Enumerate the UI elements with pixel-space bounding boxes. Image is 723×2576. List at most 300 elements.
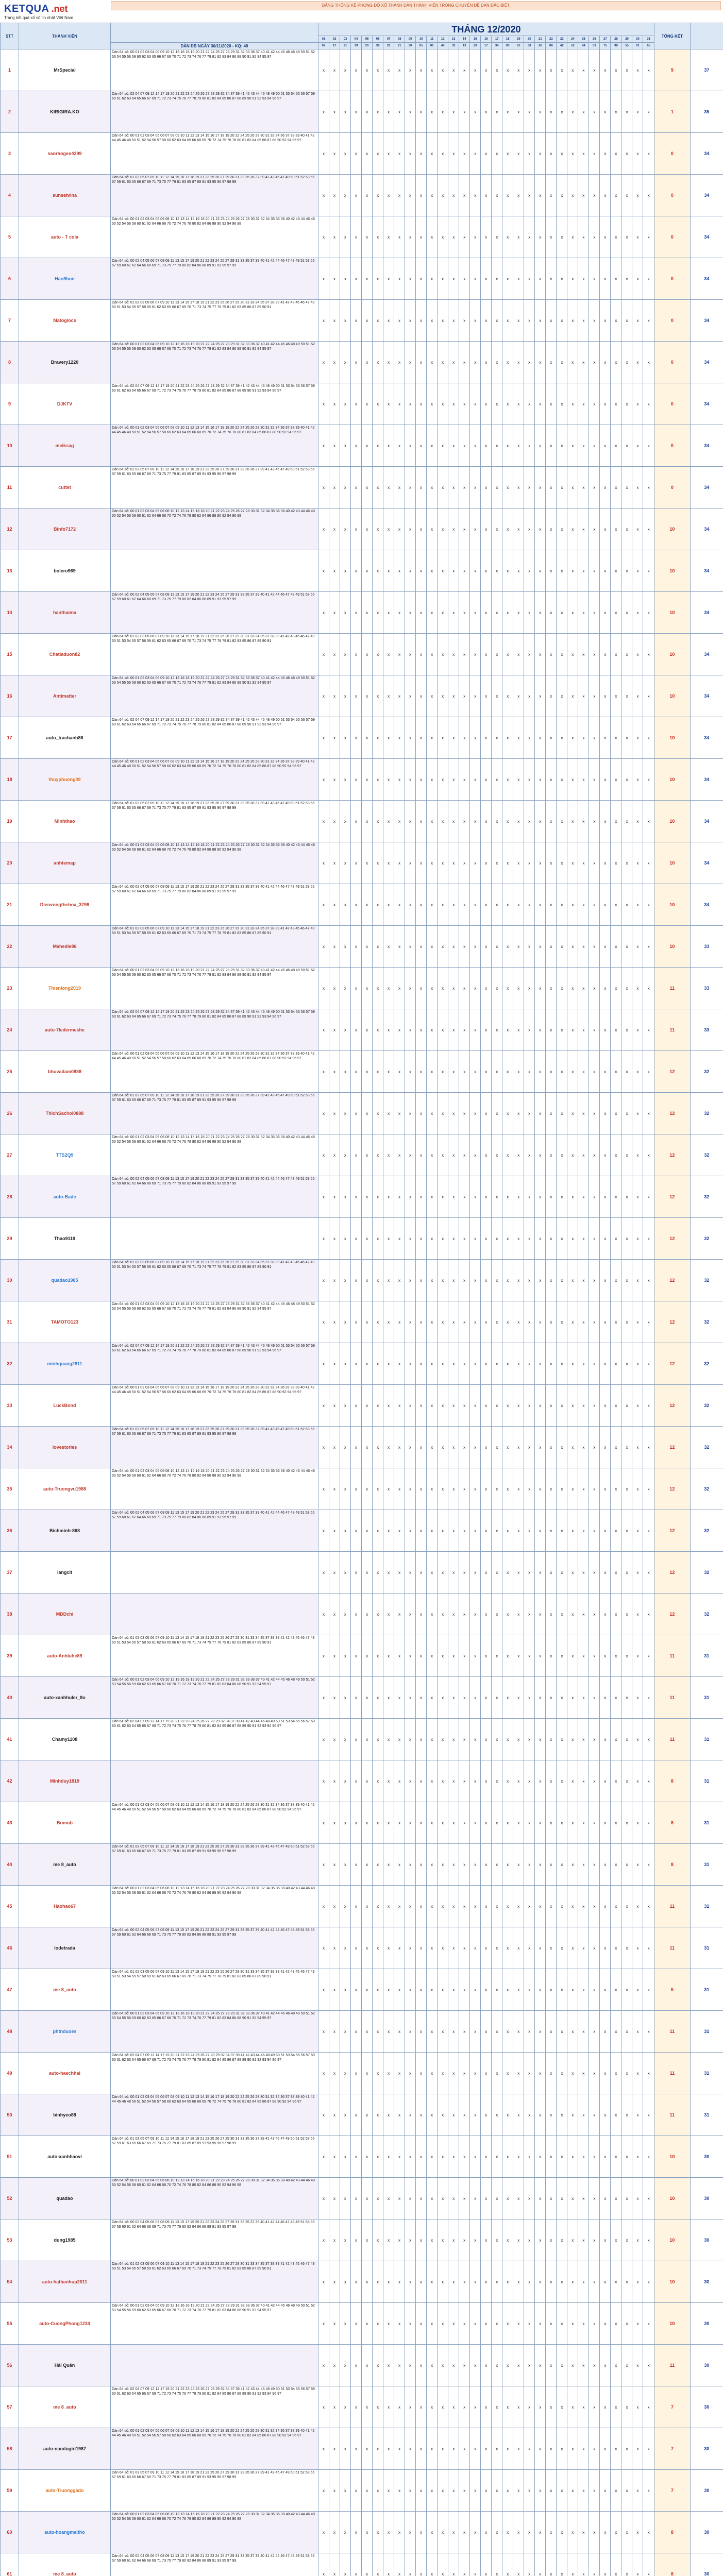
day-mark: x <box>470 258 481 300</box>
day-mark: x <box>362 1844 373 1886</box>
day-mark: x <box>416 1552 427 1594</box>
day-header: 08 <box>394 36 405 43</box>
day-mark: x <box>481 2345 492 2386</box>
day-mark: x <box>481 1760 492 1802</box>
day-mark: x <box>502 1093 513 1134</box>
day-mark: x <box>567 759 578 801</box>
member-name[interactable]: Minhduy1819 <box>19 1760 111 1802</box>
member-name[interactable]: Hải Quân <box>19 2345 111 2386</box>
day-mark: x <box>340 1552 351 1594</box>
day-mark: x <box>502 2011 513 2053</box>
dan-numbers: Dàn 64 số: 00 01 02 03 04 06 09 10 12 13 16 18 19 20 21 22 24 25 27 28 29 31 32 33 36 37 40 41 42 44 45 46 48 49 50 51 52 53 54 55 56 59 60 62 63 65 66 67 68 70 71 72 73 74 76 77 79 81 82 83 84 86 88 90 91 92 94 95 97 <box>111 675 318 717</box>
day-mark: x <box>394 342 405 383</box>
day-mark: x <box>611 592 621 634</box>
day-mark: x <box>643 2094 654 2136</box>
day-mark: x <box>459 1134 470 1176</box>
day-mark: x <box>621 1009 632 1051</box>
day-mark: x <box>589 2094 600 2136</box>
day-mark: x <box>427 2053 438 2094</box>
day-mark: x <box>470 801 481 842</box>
score-count: 30 <box>690 2428 723 2470</box>
day-mark: x <box>492 258 502 300</box>
day-mark: x <box>351 1260 362 1301</box>
total-count: 12 <box>654 1510 690 1552</box>
member-name[interactable]: sunsetvina <box>19 175 111 216</box>
day-mark: x <box>524 1343 535 1385</box>
day-mark: x <box>427 1093 438 1134</box>
day-mark: x <box>416 1260 427 1301</box>
member-name[interactable]: auto-hoangmaitho <box>19 2512 111 2553</box>
day-mark: x <box>459 2512 470 2553</box>
day-mark: x <box>567 1802 578 1844</box>
day-mark: x <box>567 1260 578 1301</box>
row-index: 12 <box>1 509 19 550</box>
day-mark: x <box>643 801 654 842</box>
member-name[interactable]: dung1985 <box>19 2219 111 2261</box>
day-mark: x <box>351 1134 362 1176</box>
day-mark: x <box>524 1635 535 1677</box>
day-mark: x <box>557 2470 567 2512</box>
day-header: 01 <box>318 36 329 43</box>
day-mark: x <box>405 1093 416 1134</box>
day-mark: x <box>351 842 362 884</box>
day-mark: x <box>557 801 567 842</box>
day-mark: x <box>546 1594 557 1635</box>
member-name[interactable]: me 8_auto <box>19 1969 111 2011</box>
member-name[interactable]: Hao9hon <box>19 258 111 300</box>
member-name[interactable]: auto-Truongvu1988 <box>19 1468 111 1510</box>
day-mark: x <box>329 1218 340 1260</box>
day-mark: x <box>470 1385 481 1427</box>
day-mark: x <box>600 592 611 634</box>
day-mark: x <box>438 342 448 383</box>
score-count: 34 <box>690 216 723 258</box>
day-mark: x <box>589 49 600 91</box>
day-mark: x <box>448 2261 459 2303</box>
row-index: 56 <box>1 2345 19 2386</box>
member-name[interactable]: bolero969 <box>19 550 111 592</box>
member-name[interactable]: Dienvongthehoa_3799 <box>19 884 111 926</box>
day-mark: x <box>481 1886 492 1927</box>
day-mark: x <box>394 2553 405 2576</box>
day-result: 03 <box>502 43 513 49</box>
day-mark: x <box>448 1802 459 1844</box>
day-mark: x <box>643 1969 654 2011</box>
member-name[interactable]: Thao9119 <box>19 1218 111 1260</box>
member-name[interactable]: Chatladuon82 <box>19 634 111 675</box>
day-mark: x <box>405 2303 416 2345</box>
member-name[interactable]: auto-7ledermeshe <box>19 1009 111 1051</box>
day-mark: x <box>557 1510 567 1552</box>
score-count: 34 <box>690 133 723 175</box>
day-mark: x <box>459 2136 470 2178</box>
day-mark: x <box>492 1677 502 1719</box>
day-mark: x <box>416 2428 427 2470</box>
member-name[interactable]: auto-CuongPhong1234 <box>19 2303 111 2345</box>
member-name[interactable]: anhtemap <box>19 842 111 884</box>
day-mark: x <box>567 1343 578 1385</box>
day-mark: x <box>535 1635 546 1677</box>
day-mark: x <box>438 926 448 968</box>
day-mark: x <box>383 1093 394 1134</box>
day-mark: x <box>362 2136 373 2178</box>
day-mark: x <box>492 1760 502 1802</box>
member-name[interactable]: Bomub <box>19 1802 111 1844</box>
day-mark: x <box>621 175 632 216</box>
member-name[interactable]: langcit <box>19 1552 111 1594</box>
day-mark: x <box>427 1927 438 1969</box>
member-name[interactable]: KIRIGIRA.KO <box>19 91 111 133</box>
member-name[interactable]: lodetrada <box>19 1927 111 1969</box>
day-mark: x <box>621 1886 632 1927</box>
member-name[interactable]: DJKTV <box>19 383 111 425</box>
day-mark: x <box>524 342 535 383</box>
day-mark: x <box>513 1927 524 1969</box>
member-name[interactable]: LuckBond <box>19 1385 111 1427</box>
day-mark: x <box>492 1552 502 1594</box>
day-mark: x <box>427 1969 438 2011</box>
member-name[interactable]: Thienlong2019 <box>19 968 111 1009</box>
member-name[interactable]: Bravery1220 <box>19 342 111 383</box>
day-mark: x <box>621 342 632 383</box>
member-name[interactable]: bhuvadam0888 <box>19 1051 111 1093</box>
day-mark: x <box>383 2136 394 2178</box>
day-mark: x <box>502 592 513 634</box>
dan-numbers: Dàn 64 số: 00 02 04 05 06 07 08 09 11 13 15 17 19 20 21 22 23 24 25 27 29 31 33 35 37 39 40 41 42 44 46 47 48 49 51 53 55 57 59 60 61 62 64 66 68 69 71 73 75 77 79 80 82 84 86 88 89 91 93 95 97 99 <box>111 2219 318 2261</box>
row-index: 9 <box>1 383 19 425</box>
day-mark: x <box>416 2512 427 2553</box>
member-name[interactable]: auto-nandugiri1987 <box>19 2428 111 2470</box>
day-mark: x <box>589 1468 600 1510</box>
member-name[interactable]: auto-xanhhaovi <box>19 2136 111 2178</box>
day-mark: x <box>643 1468 654 1510</box>
day-mark: x <box>438 1844 448 1886</box>
day-mark: x <box>513 1760 524 1802</box>
day-mark: x <box>600 1301 611 1343</box>
day-mark: x <box>340 1343 351 1385</box>
member-name[interactable]: Minhthao <box>19 801 111 842</box>
day-mark: x <box>438 509 448 550</box>
member-name[interactable]: MDDchi <box>19 1594 111 1635</box>
member-name[interactable]: Bichminh-868 <box>19 1510 111 1552</box>
member-name[interactable]: Haohao67 <box>19 1886 111 1927</box>
member-name[interactable]: auto-haechhai <box>19 2053 111 2094</box>
member-name[interactable]: Binfo7172 <box>19 509 111 550</box>
day-mark: x <box>351 216 362 258</box>
member-name[interactable]: auto-Bade <box>19 1176 111 1218</box>
day-mark: x <box>492 342 502 383</box>
logo[interactable] <box>0 0 111 23</box>
day-header: 17 <box>492 36 502 43</box>
day-mark: x <box>481 1093 492 1134</box>
day-mark: x <box>600 634 611 675</box>
day-mark: x <box>557 634 567 675</box>
day-mark: x <box>383 2512 394 2553</box>
member-name[interactable]: me 8_auto <box>19 1844 111 1886</box>
day-mark: x <box>621 592 632 634</box>
day-mark: x <box>567 1552 578 1594</box>
day-mark: x <box>427 1427 438 1468</box>
member-name[interactable]: Mahedie86 <box>19 926 111 968</box>
day-mark: x <box>383 1969 394 2011</box>
day-mark: x <box>459 2094 470 2136</box>
member-name[interactable]: minhquang2811 <box>19 1343 111 1385</box>
row-index: 14 <box>1 592 19 634</box>
score-count: 31 <box>690 2053 723 2094</box>
day-mark: x <box>557 1927 567 1969</box>
day-mark: x <box>502 258 513 300</box>
day-mark: x <box>405 884 416 926</box>
total-count: 12 <box>654 1051 690 1093</box>
day-mark: x <box>643 509 654 550</box>
table-row <box>1 2136 723 2178</box>
row-index: 15 <box>1 634 19 675</box>
member-name[interactable]: Matoglocs <box>19 300 111 342</box>
day-mark: x <box>416 467 427 509</box>
day-mark: x <box>470 592 481 634</box>
day-mark: x <box>632 1886 643 1927</box>
day-mark: x <box>459 592 470 634</box>
total-count: 10 <box>654 801 690 842</box>
member-name[interactable]: quadao <box>19 2178 111 2219</box>
member-name[interactable]: TTS2Q9 <box>19 1134 111 1176</box>
day-mark: x <box>589 1218 600 1260</box>
day-result: 38 <box>405 43 416 49</box>
member-name[interactable]: me 8_auto <box>19 2553 111 2576</box>
day-mark: x <box>611 2512 621 2553</box>
score-count: 32 <box>690 1552 723 1594</box>
day-mark: x <box>621 2553 632 2576</box>
day-mark: x <box>405 1760 416 1802</box>
day-mark: x <box>470 2011 481 2053</box>
day-mark: x <box>535 1343 546 1385</box>
day-mark: x <box>427 2136 438 2178</box>
day-mark: x <box>481 717 492 759</box>
member-name[interactable]: meiksag <box>19 425 111 467</box>
member-name[interactable]: MrSpecial <box>19 49 111 91</box>
member-name[interactable]: binhyeo88 <box>19 2094 111 2136</box>
day-mark: x <box>416 2053 427 2094</box>
day-mark: x <box>351 425 362 467</box>
day-mark: x <box>643 258 654 300</box>
day-mark: x <box>340 592 351 634</box>
member-name[interactable]: Antimatter <box>19 675 111 717</box>
day-mark: x <box>535 467 546 509</box>
row-index: 23 <box>1 968 19 1009</box>
day-mark: x <box>459 1009 470 1051</box>
day-mark: x <box>438 300 448 342</box>
day-mark: x <box>578 1927 589 1969</box>
day-mark: x <box>373 1927 383 1969</box>
day-mark: x <box>438 1218 448 1260</box>
day-mark: x <box>448 133 459 175</box>
score-count: 32 <box>690 1468 723 1510</box>
member-name[interactable]: TAMOTO123 <box>19 1301 111 1343</box>
day-header: 04 <box>351 36 362 43</box>
day-mark: x <box>524 1468 535 1510</box>
day-mark: x <box>621 509 632 550</box>
day-mark: x <box>340 300 351 342</box>
day-mark: x <box>632 550 643 592</box>
day-mark: x <box>524 1009 535 1051</box>
day-mark: x <box>427 342 438 383</box>
day-mark: x <box>481 1385 492 1427</box>
day-mark: x <box>557 2053 567 2094</box>
day-mark: x <box>459 2553 470 2576</box>
day-mark: x <box>643 2345 654 2386</box>
day-mark: x <box>481 425 492 467</box>
day-mark: x <box>611 467 621 509</box>
day-mark: x <box>513 1594 524 1635</box>
day-mark: x <box>394 1594 405 1635</box>
member-name[interactable]: Chamy1108 <box>19 1719 111 1760</box>
day-mark: x <box>513 2136 524 2178</box>
table-row <box>1 1510 723 1552</box>
day-mark: x <box>643 1844 654 1886</box>
day-mark: x <box>362 1760 373 1802</box>
day-mark: x <box>567 1594 578 1635</box>
day-mark: x <box>329 1969 340 2011</box>
day-mark: x <box>318 1301 329 1343</box>
day-mark: x <box>405 1260 416 1301</box>
member-name[interactable]: auto-xanhhuler_8o <box>19 1677 111 1719</box>
total-count: 11 <box>654 968 690 1009</box>
day-mark: x <box>600 717 611 759</box>
row-index: 6 <box>1 258 19 300</box>
day-mark: x <box>318 550 329 592</box>
day-mark: x <box>492 1969 502 2011</box>
day-mark: x <box>611 1468 621 1510</box>
day-mark: x <box>524 258 535 300</box>
day-mark: x <box>416 1677 427 1719</box>
day-mark: x <box>351 968 362 1009</box>
day-mark: x <box>557 1134 567 1176</box>
dan-numbers: Dàn 64 số: 00 01 02 03 04 06 09 10 12 13 16 18 19 20 21 22 24 25 27 28 29 31 32 33 36 37 40 41 42 44 45 46 48 49 50 51 52 53 54 55 56 59 60 62 63 65 66 67 68 70 71 72 73 74 76 77 79 81 82 83 84 86 88 90 91 92 94 95 97 <box>111 2011 318 2053</box>
day-mark: x <box>611 1218 621 1260</box>
total-count: 10 <box>654 634 690 675</box>
day-mark: x <box>405 759 416 801</box>
total-count: 10 <box>654 926 690 968</box>
member-name[interactable]: auto-hathanhup2011 <box>19 2261 111 2303</box>
day-mark: x <box>643 884 654 926</box>
day-mark: x <box>340 467 351 509</box>
day-mark: x <box>405 49 416 91</box>
member-name[interactable]: thuyphuong09 <box>19 759 111 801</box>
logo-suffix: .net <box>51 3 68 14</box>
day-mark: x <box>448 717 459 759</box>
member-name[interactable]: ThichSachoi0888 <box>19 1093 111 1134</box>
day-mark: x <box>329 133 340 175</box>
day-mark: x <box>438 801 448 842</box>
day-mark: x <box>502 759 513 801</box>
day-mark: x <box>611 1844 621 1886</box>
day-mark: x <box>448 258 459 300</box>
member-name[interactable]: hanthaima <box>19 592 111 634</box>
day-mark: x <box>643 467 654 509</box>
day-mark: x <box>492 2094 502 2136</box>
day-mark: x <box>621 1635 632 1677</box>
day-mark: x <box>611 926 621 968</box>
day-mark: x <box>438 1969 448 2011</box>
day-mark: x <box>481 2303 492 2345</box>
day-mark: x <box>318 2553 329 2576</box>
day-mark: x <box>416 2553 427 2576</box>
day-mark: x <box>318 425 329 467</box>
day-mark: x <box>578 383 589 425</box>
member-name[interactable]: auto-Truonggado <box>19 2470 111 2512</box>
day-mark: x <box>578 300 589 342</box>
member-name[interactable]: me 8_auto <box>19 2386 111 2428</box>
member-name[interactable]: cuttet <box>19 467 111 509</box>
table-row <box>1 1051 723 1093</box>
member-name[interactable]: auto-Anhluhe89 <box>19 1635 111 1677</box>
day-mark: x <box>546 2428 557 2470</box>
member-name[interactable]: saorhogeo4299 <box>19 133 111 175</box>
day-header: 24 <box>567 36 578 43</box>
score-count: 30 <box>690 2512 723 2553</box>
day-mark: x <box>459 1886 470 1927</box>
day-mark: x <box>405 2178 416 2219</box>
table-row <box>1 1844 723 1886</box>
day-mark: x <box>318 383 329 425</box>
day-mark: x <box>470 2345 481 2386</box>
dan-numbers: Dàn 64 số: 00 01 02 03 04 05 06 08 10 12 13 14 15 16 18 20 21 22 23 24 25 26 27 28 30 31 32 34 35 36 38 40 42 43 44 46 48 50 52 54 56 58 60 61 62 64 66 68 70 72 74 76 78 80 82 84 86 88 90 92 94 96 98 <box>111 842 318 884</box>
day-mark: x <box>567 2053 578 2094</box>
day-mark: x <box>524 2553 535 2576</box>
member-name[interactable]: quadao1985 <box>19 1260 111 1301</box>
member-name[interactable]: auto_trachanh86 <box>19 717 111 759</box>
dan-numbers: Dàn 64 số: 02 04 07 09 12 14 17 19 20 21 22 23 24 25 26 27 28 29 32 34 37 39 41 42 43 44 46 48 49 50 51 53 54 55 56 57 59 60 61 62 63 64 65 66 67 69 71 72 73 74 75 76 77 78 79 80 81 82 84 85 86 87 88 89 90 91 92 93 94 96 97 <box>111 91 318 133</box>
day-mark: x <box>340 509 351 550</box>
day-mark: x <box>600 1594 611 1635</box>
day-mark: x <box>373 1510 383 1552</box>
day-mark: x <box>632 2345 643 2386</box>
row-index: 49 <box>1 2053 19 2094</box>
day-mark: x <box>383 342 394 383</box>
day-mark: x <box>405 1468 416 1510</box>
day-mark: x <box>373 425 383 467</box>
row-index: 50 <box>1 2094 19 2136</box>
day-mark: x <box>524 2470 535 2512</box>
day-mark: x <box>524 91 535 133</box>
day-mark: x <box>524 1927 535 1969</box>
day-mark: x <box>502 550 513 592</box>
dan-numbers: Dàn 64 số: 00 01 02 03 04 05 06 07 08 09 10 11 12 13 14 15 16 17 18 19 20 22 24 25 26 28 30 31 32 34 36 37 38 39 40 41 42 44 45 46 48 50 51 52 54 56 57 58 60 62 63 64 65 66 68 69 70 72 74 75 76 78 80 81 82 84 85 86 87 88 90 92 94 96 97 <box>111 133 318 175</box>
day-mark: x <box>557 2345 567 2386</box>
member-name[interactable]: auto - T cola <box>19 216 111 258</box>
day-mark: x <box>546 2094 557 2136</box>
day-mark: x <box>459 1552 470 1594</box>
day-mark: x <box>492 1594 502 1635</box>
day-mark: x <box>513 1677 524 1719</box>
member-name[interactable]: phtnduoes <box>19 2011 111 2053</box>
day-mark: x <box>643 1260 654 1301</box>
dan-numbers <box>111 1218 318 1260</box>
day-mark: x <box>611 842 621 884</box>
day-mark: x <box>643 1218 654 1260</box>
member-name[interactable]: lovestories <box>19 1427 111 1468</box>
day-mark: x <box>578 509 589 550</box>
total-count: 0 <box>654 425 690 467</box>
day-mark: x <box>535 1009 546 1051</box>
total-count: 11 <box>654 2345 690 2386</box>
dan-numbers: Dàn 64 số: 00 01 02 03 04 06 09 10 12 13 16 18 19 20 21 22 24 25 27 28 29 31 32 33 36 37 40 41 42 44 45 46 48 49 50 51 52 53 54 55 56 59 60 62 63 65 66 67 68 70 71 72 73 74 76 77 79 81 82 83 84 86 88 90 91 92 94 95 97 <box>111 342 318 383</box>
day-mark: x <box>351 1301 362 1343</box>
day-mark: x <box>513 1802 524 1844</box>
day-mark: x <box>567 842 578 884</box>
day-mark: x <box>632 1051 643 1093</box>
total-count: 11 <box>654 1635 690 1677</box>
